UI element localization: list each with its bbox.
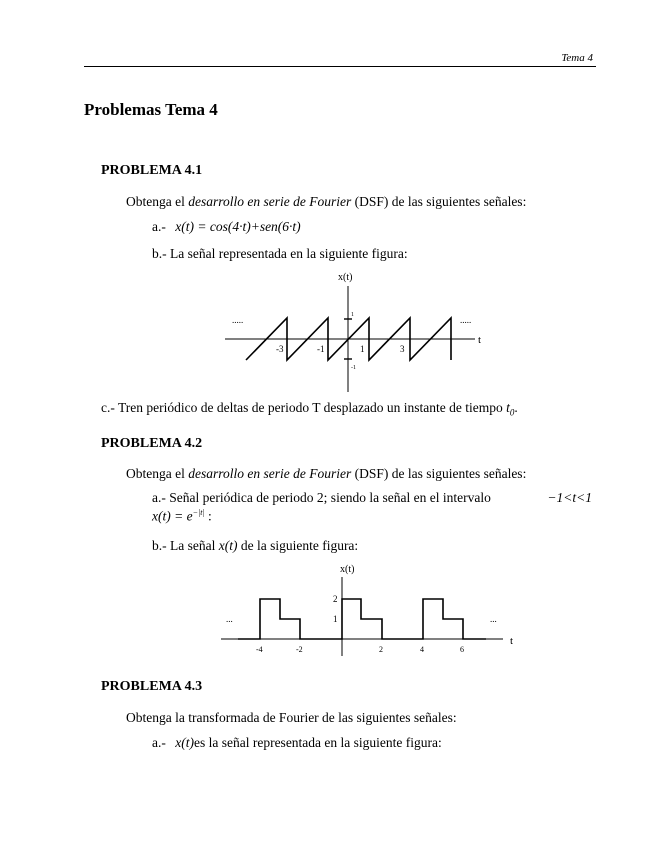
item-c-text: c.- Tren periódico de deltas de periodo T desplazado un instante de tiempo xyxy=(101,400,507,415)
formula-exp: −|t| xyxy=(192,508,205,517)
problem-4-3-title: PROBLEMA 4.3 xyxy=(101,679,203,694)
formula-base: x(t) = e xyxy=(152,508,193,524)
x-axis-label: t xyxy=(510,635,514,647)
dots-left: ..... xyxy=(232,315,244,325)
x-tick-label: 4 xyxy=(420,645,424,654)
y-tick-label: 1 xyxy=(333,614,338,624)
sawtooth-figure xyxy=(220,268,500,394)
intro-text-pre: Obtenga el xyxy=(126,194,189,209)
problem-4-1-item-c xyxy=(101,400,518,418)
item-a-var: x(t) xyxy=(175,735,194,750)
intro-text-emphasis: desarrollo en serie de Fourier xyxy=(188,194,352,209)
x-axis-label: t xyxy=(478,334,482,346)
x-tick-label: -2 xyxy=(296,645,303,654)
item-a-text: a.- Señal periódica de periodo 2; siendo la señal en el intervalo xyxy=(152,490,491,505)
problem-4-2-intro xyxy=(126,466,526,482)
x-tick-label: -1 xyxy=(317,344,325,354)
problem-4-3-item-a xyxy=(152,735,442,751)
y-axis-label: x(t) xyxy=(338,272,353,283)
item-a-label: a.- xyxy=(152,735,166,750)
page-title: Problemas Tema 4 xyxy=(84,100,218,119)
x-tick-label: 6 xyxy=(460,645,464,654)
intro-text-post: (DSF) de las siguientes señales: xyxy=(351,466,527,481)
dots-right: ..... xyxy=(460,315,472,325)
problem-4-1-item-a xyxy=(152,219,301,235)
item-c-sub: 0 xyxy=(509,407,515,418)
problem-4-2-item-a-formula xyxy=(152,508,212,525)
x-tick-label: 3 xyxy=(400,344,405,354)
y-axis-label: x(t) xyxy=(340,564,355,575)
y-tick-label-top: 1 xyxy=(351,312,354,318)
problem-4-2-title: PROBLEMA 4.2 xyxy=(101,436,203,451)
dots-left: ... xyxy=(226,614,233,624)
item-a-post: es la señal representada en la siguiente figura: xyxy=(193,735,442,750)
intro-text-post: (DSF) de las siguientes señales: xyxy=(351,194,527,209)
problem-4-2-item-a xyxy=(152,490,592,506)
problem-4-1-intro xyxy=(126,194,526,210)
item-b-pre: b.- La señal xyxy=(152,538,219,553)
problem-4-3-intro: Obtenga la transformada de Fourier de las siguientes señales: xyxy=(126,710,457,725)
item-a-interval: −1<t<1 xyxy=(547,490,592,505)
item-b-post: de la siguiente figura: xyxy=(237,538,359,553)
dots-right: ... xyxy=(490,614,497,624)
x-tick-label: -3 xyxy=(276,344,284,354)
x-tick-label: -4 xyxy=(256,645,263,654)
pulse-train-figure xyxy=(218,560,523,660)
pulse-signal xyxy=(238,599,486,639)
intro-text-emphasis: desarrollo en serie de Fourier xyxy=(188,466,352,481)
x-tick-label: 1 xyxy=(360,344,365,354)
item-c-end: . xyxy=(514,400,518,415)
y-tick-label: 2 xyxy=(333,594,338,604)
problem-4-1-title: PROBLEMA 4.1 xyxy=(101,163,203,178)
y-tick-label-bottom: -1 xyxy=(351,365,356,371)
item-c-var: t xyxy=(506,400,510,415)
header-rule xyxy=(84,66,596,67)
item-a-label: a.- xyxy=(152,219,166,234)
item-a-formula: x(t) = cos(4·t)+sen(6·t) xyxy=(175,219,301,234)
item-b-var: x(t) xyxy=(218,538,238,553)
problem-4-2-item-b xyxy=(152,538,358,554)
intro-text-pre: Obtenga el xyxy=(126,466,189,481)
problem-4-1-item-b: b.- La señal representada en la siguiente figura: xyxy=(152,246,408,261)
formula-end: : xyxy=(204,508,212,524)
x-tick-label: 2 xyxy=(379,645,383,654)
header-tag: Tema 4 xyxy=(561,52,593,64)
